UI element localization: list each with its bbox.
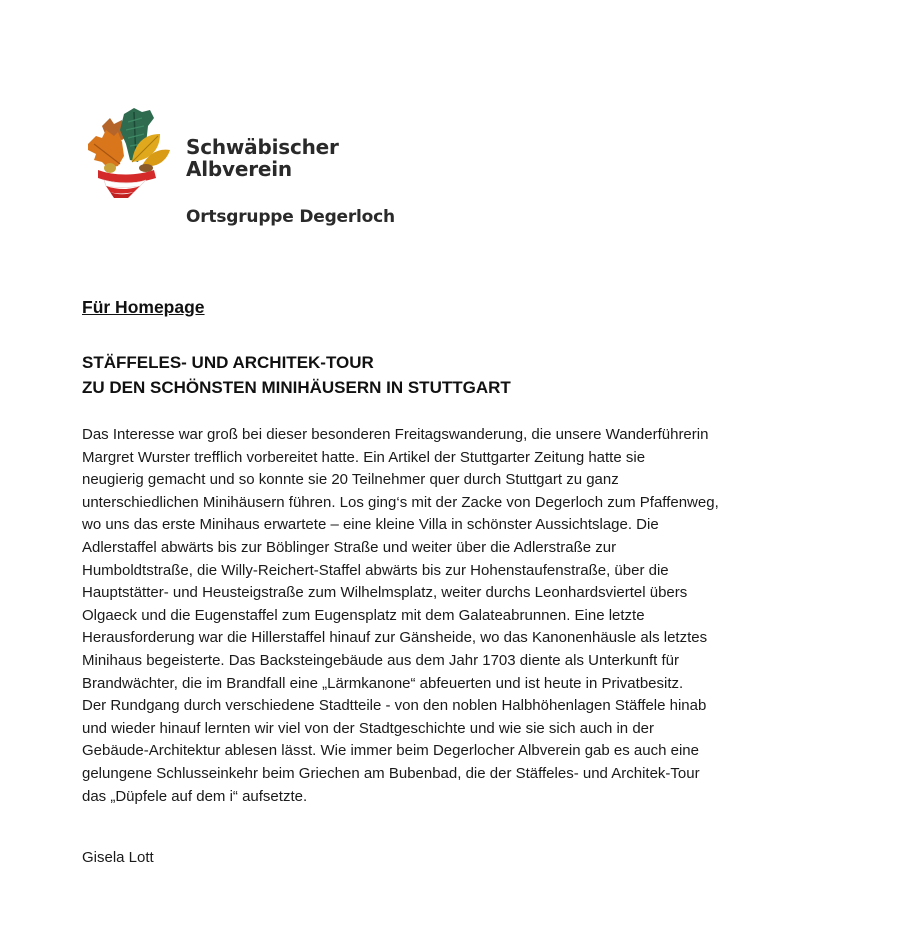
author-signature: Gisela Lott	[82, 849, 154, 866]
article-title-line: STÄFFELES- UND ARCHITEK-TOUR	[82, 353, 374, 372]
club-name-line-1: Schwäbischer	[186, 135, 339, 159]
body-line: Humboldtstraße, die Willy-Reichert-Staffel abwärts bis zur Hohenstaufenstraße, über die	[82, 561, 669, 579]
body-line: Margret Wurster trefflich vorbereitet hatte. Ein Artikel der Stuttgarter Zeitung hatte sie	[82, 448, 646, 466]
article-body	[82, 424, 812, 808]
article-title	[82, 350, 511, 400]
body-line: Das Interesse war groß bei dieser besonderen Freitagswanderung, die unsere Wanderführerin	[82, 426, 709, 443]
leaves-ribbon-emblem-icon	[84, 104, 172, 200]
body-line: Adlerstaffel abwärts bis zur Böblinger Straße und weiter über die Adlerstraße zur	[82, 538, 617, 556]
article-title-line: ZU DEN SCHÖNSTEN MINIHÄUSERN IN STUTTGART	[82, 378, 511, 397]
document-label: Für Homepage	[82, 297, 205, 317]
club-logo	[84, 104, 414, 234]
local-group-name: Ortsgruppe Degerloch	[186, 207, 395, 227]
club-name-line-2: Albverein	[186, 157, 292, 181]
body-line: gelungene Schlusseinkehr beim Griechen am Bubenbad, die der Stäffeles- und Architek-Tour	[82, 764, 700, 782]
body-line: Hauptstätter- und Heusteigstraße zum Wilhelmsplatz, weiter durchs Leonhardsviertel übers	[82, 584, 688, 602]
body-line: Gebäude-Architektur ablesen lässt. Wie immer beim Degerlocher Albverein gab es auch eine	[82, 742, 699, 760]
body-line: und wieder hinauf lernten wir viel von der Stadtgeschichte und wie sie sich auch in der	[82, 719, 654, 737]
body-line: Herausforderung war die Hillerstaffel hinauf zur Gänsheide, wo das Kanonenhäusle als letztes	[82, 629, 708, 647]
body-line: Brandwächter, die im Brandfall eine „Lärmkanone“ abfeuerten und ist heute in Privatbesitz.	[82, 674, 684, 692]
body-line: neugierig gemacht und so konnte sie 20 Teilnehmer quer durch Stuttgart zu ganz	[82, 471, 619, 489]
club-name	[186, 136, 339, 180]
body-line: Olgaeck und die Eugenstaffel zum Eugensplatz mit dem Galateabrunnen. Eine letzte	[82, 606, 645, 624]
body-line: das „Düpfele auf dem i“ aufsetzte.	[82, 787, 308, 805]
body-line: wo uns das erste Minihaus erwartete – eine kleine Villa in schönster Aussichtslage. Die	[82, 516, 659, 534]
body-line: Minihaus begeisterte. Das Backsteingebäude aus dem Jahr 1703 diente als Unterkunft für	[82, 651, 680, 669]
body-line: Der Rundgang durch verschiedene Stadtteile - von den noblen Halbhöhenlagen Stäffele hinab	[82, 697, 707, 715]
body-line: unterschiedlichen Minihäusern führen. Los ging‘s mit der Zacke von Degerloch zum Pfaffenweg,	[82, 493, 719, 511]
